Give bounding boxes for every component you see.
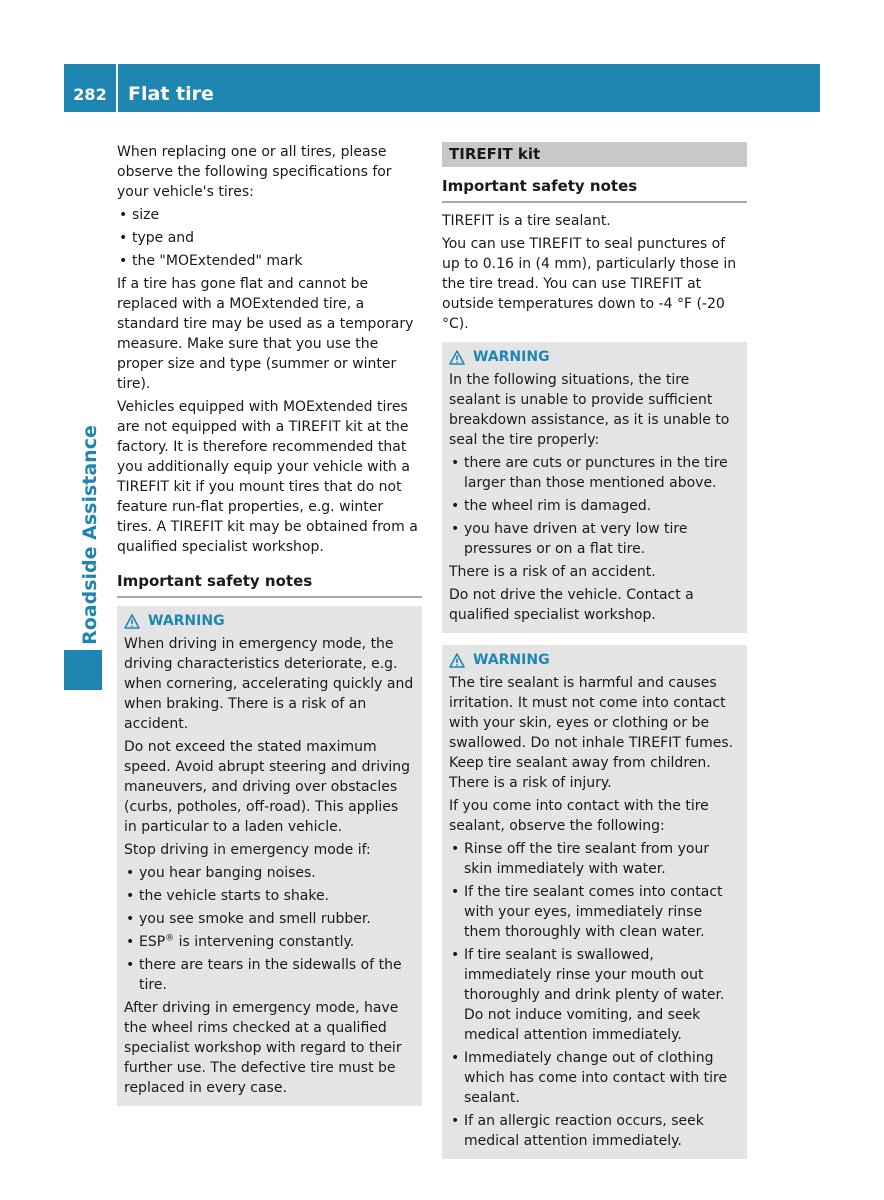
paragraph: The tire sealant is harmful and causes irritation. It must not come into contact with your skin, eyes or clothing or be swallowed. Do not inhale TIREFIT fumes. Keep tire sealant away from children. There is a risk of injury. [449, 675, 734, 791]
warning-box [442, 342, 747, 633]
list-item: • you hear banging noises. [124, 863, 415, 883]
paragraph: There is a risk of an accident. [449, 564, 656, 580]
paragraph: When driving in emergency mode, the driving characteristics deteriorate, e.g. when cornering, accelerating quickly and when braking. There is a risk of an accident. [124, 636, 414, 732]
page-number: 282 [73, 85, 107, 104]
list-item: • If the tire sealant comes into contact with your eyes, immediately rinse them thoroughly with clean water. [449, 882, 740, 942]
page-header [64, 64, 820, 112]
registered-mark: ® [165, 933, 175, 944]
list-item: • you see smoke and smell rubber. [124, 909, 415, 929]
paragraph: Do not exceed the stated maximum speed. Avoid abrupt steering and driving maneuvers, and driving over obstacles (curbs, potholes, off-road). This applies in particular to a laden vehicle. [124, 739, 411, 835]
list-item: • If tire sealant is swallowed, immediately rinse your mouth out thoroughly and drink plenty of water. Do not induce vomiting, and seek medical attention immediately. [449, 945, 740, 1045]
section-side-tab [64, 650, 102, 690]
list-item [124, 932, 415, 952]
warning-box [442, 645, 747, 1159]
warning-header [449, 649, 740, 671]
header-divider [116, 64, 118, 112]
list-item: • the wheel rim is damaged. [449, 496, 740, 516]
section-title-bar: TIREFIT kit [442, 142, 747, 167]
list-item: • the "MOExtended" mark [117, 251, 422, 271]
warning-label: WARNING [473, 349, 550, 365]
esp-text: ESP [139, 934, 166, 950]
safety-notes-heading: Important safety notes [442, 176, 747, 203]
esp-rest-text: is intervening constantly. [174, 934, 355, 950]
tire-spec-list [117, 205, 422, 271]
warning-triangle-icon [449, 653, 465, 668]
paragraph: Stop driving in emergency mode if: [124, 842, 371, 858]
safety-notes-heading: Important safety notes [117, 571, 422, 598]
paragraph: TIREFIT is a tire sealant. [442, 213, 611, 229]
paragraph: Vehicles equipped with MOExtended tires are not equipped with a TIREFIT kit at the factory. It is therefore recommended that you additionally equip your vehicle with a TIREFIT kit if you mount tires that do not feature run-flat properties, e.g. winter tires. A TIREFIT kit may be obtained from a qualified specialist workshop. [117, 399, 418, 555]
list-item: • you have driven at very low tire pressures or on a flat tire. [449, 519, 740, 559]
situations-list [449, 453, 740, 559]
warning-header [124, 610, 415, 632]
paragraph: Do not drive the vehicle. Contact a qualified specialist workshop. [449, 587, 694, 623]
stop-conditions-list [124, 863, 415, 995]
list-item: • the vehicle starts to shake. [124, 886, 415, 906]
paragraph: You can use TIREFIT to seal punctures of up to 0.16 in (4 mm), particularly those in the tire tread. You can use TIREFIT at outside temperatures down to -4 °F (-20 °C). [442, 236, 737, 332]
list-item: • Rinse off the tire sealant from your skin immediately with water. [449, 839, 740, 879]
paragraph: If you come into contact with the tire sealant, observe the following: [449, 798, 709, 834]
warning-header [449, 346, 740, 368]
paragraph: After driving in emergency mode, have the wheel rims checked at a qualified specialist workshop with regard to their further use. The defective tire must be replaced in every case. [124, 1000, 402, 1096]
left-column [117, 142, 422, 1106]
list-item: • Immediately change out of clothing which has come into contact with tire sealant. [449, 1048, 740, 1108]
warning-label: WARNING [473, 652, 550, 668]
page-title: Flat tire [128, 83, 214, 105]
paragraph: If a tire has gone flat and cannot be replaced with a MOExtended tire, a standard tire may be used as a temporary measure. Make sure that you use the proper size and type (summer or winter tire). [117, 276, 414, 392]
list-item: • size [117, 205, 422, 225]
intro-paragraph: When replacing one or all tires, please observe the following specifications for your vehicle's tires: [117, 144, 392, 200]
first-aid-list [449, 839, 740, 1151]
warning-triangle-icon [124, 614, 140, 629]
list-item: • there are tears in the sidewalls of the tire. [124, 955, 415, 995]
warning-label: WARNING [148, 613, 225, 629]
list-item: • If an allergic reaction occurs, seek medical attention immediately. [449, 1111, 740, 1151]
paragraph: In the following situations, the tire sealant is unable to provide sufficient breakdown assistance, as it is unable to seal the tire properly: [449, 372, 730, 448]
list-item: • there are cuts or punctures in the tire larger than those mentioned above. [449, 453, 740, 493]
list-item: • type and [117, 228, 422, 248]
warning-box [117, 606, 422, 1106]
section-side-label: Roadside Assistance [79, 425, 101, 645]
right-column [442, 142, 747, 1159]
warning-triangle-icon [449, 350, 465, 365]
